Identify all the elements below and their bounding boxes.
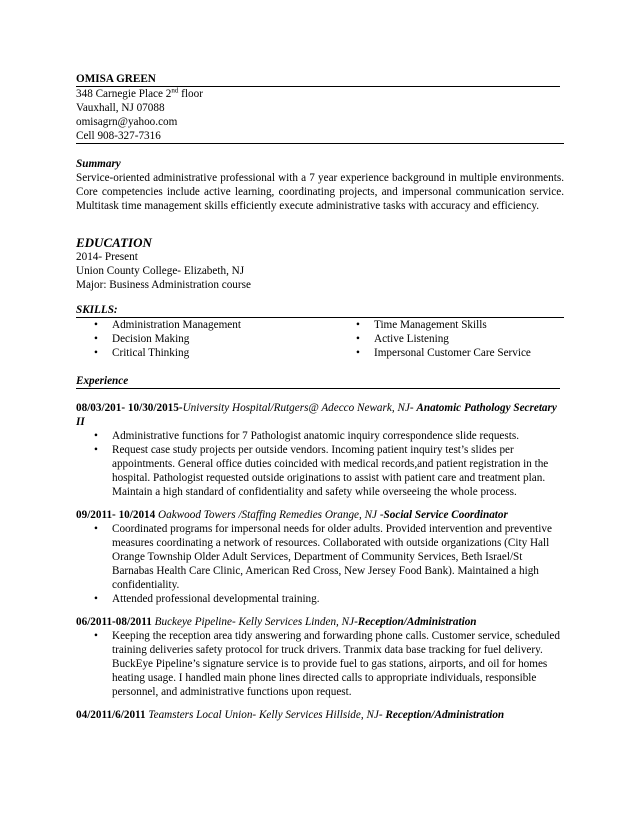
address-line-1: 348 Carnegie Place 2nd floor bbox=[76, 86, 203, 100]
job-duties-list bbox=[76, 429, 564, 499]
job-heading bbox=[76, 401, 564, 429]
job-dates: 08/03/201- 10/30/2015- bbox=[76, 402, 183, 414]
job-dates: 04/2011/6/2011 bbox=[76, 709, 149, 721]
job-entry bbox=[76, 708, 564, 722]
skill-item: • Administration Management bbox=[94, 319, 241, 331]
education-major: Major: Business Administration course bbox=[76, 279, 251, 291]
bullet-icon: • bbox=[356, 319, 360, 331]
job-entry bbox=[76, 508, 564, 606]
summary-heading: Summary bbox=[76, 158, 121, 170]
skills-section bbox=[76, 303, 564, 360]
job-heading bbox=[76, 708, 564, 722]
education-section bbox=[76, 235, 564, 292]
skills-heading: SKILLS: bbox=[76, 303, 564, 318]
summary-section bbox=[76, 157, 564, 213]
bullet-icon: • bbox=[94, 319, 98, 331]
job-employer: University Hospital/Rutgers@ Adecco Newark, NJ- bbox=[182, 402, 417, 414]
job-duty-item: • Keeping the reception area tidy answering and forwarding phone calls. Customer service, scheduled training deliveries safety protocol for truck drivers. Tranmix data base tracking for fuel delivery. BuckEye Pipeline’s signature service is to provide fuel to gas stations, airports, and oil for homes heating usage. I handled main phone lines directed calls to appropriate individuals, responsible personnel, and administrative functions upon request. bbox=[94, 630, 560, 698]
experience-heading: Experience bbox=[76, 374, 560, 389]
job-employer: Buckeye Pipeline- Kelly Services Linden, NJ- bbox=[154, 616, 358, 628]
email-address: omisagrn@yahoo.com bbox=[76, 116, 178, 128]
bullet-icon: • bbox=[94, 630, 98, 642]
job-role: Anatomic Pathology Secretary II bbox=[76, 402, 557, 428]
job-duty-item: • Attended professional developmental training. bbox=[94, 593, 320, 605]
bullet-icon: • bbox=[356, 347, 360, 359]
skill-item: • Decision Making bbox=[94, 333, 190, 345]
job-duties-list bbox=[76, 629, 564, 699]
job-duty-item: • Administrative functions for 7 Pathologist anatomic inquiry correspondence slide requests. bbox=[94, 430, 520, 442]
job-duties-list bbox=[76, 522, 564, 606]
job-employer: Teamsters Local Union- Kelly Services Hillside, NJ- bbox=[148, 709, 386, 721]
job-entry bbox=[76, 615, 564, 699]
job-heading bbox=[76, 508, 564, 522]
job-duty-item: • Request case study projects per outside vendors. Incoming patient inquiry test’s slides per appointments. General office duties coincided with medical records,and patient registration in the hospital. Pathologist requested outside originations to assist with patient care and treatment plan. Maintain a high standard of confidentiality and safety while overseeing the whole process. bbox=[94, 444, 549, 498]
bullet-icon: • bbox=[94, 430, 98, 442]
bullet-icon: • bbox=[94, 347, 98, 359]
header-block bbox=[76, 72, 564, 144]
skill-item: • Time Management Skills bbox=[356, 319, 487, 331]
skills-list-left bbox=[76, 318, 338, 360]
job-role: Social Service Coordinator bbox=[383, 509, 508, 521]
skills-grid bbox=[76, 318, 564, 360]
skills-list-right bbox=[338, 318, 564, 360]
summary-text: Service-oriented administrative professional with a 7 year experience background in multiple environments. Core competencies include active learning, coordinating projects, and impersonal communication service. Multitask time management skills efficiently execute administrative tasks with accuracy and efficiency. bbox=[76, 172, 564, 212]
phone-number: Cell 908-327-7316 bbox=[76, 129, 564, 144]
job-dates: 06/2011-08/2011 bbox=[76, 616, 155, 628]
job-role: Reception/Administration bbox=[357, 616, 477, 628]
education-school: Union County College- Elizabeth, NJ bbox=[76, 265, 245, 277]
experience-section bbox=[76, 374, 564, 722]
address-line-2: Vauxhall, NJ 07088 bbox=[76, 102, 165, 114]
bullet-icon: • bbox=[94, 444, 98, 456]
education-heading: EDUCATION bbox=[76, 235, 152, 250]
bullet-icon: • bbox=[356, 333, 360, 345]
experience-jobs bbox=[76, 401, 564, 722]
education-dates: 2014- Present bbox=[76, 251, 138, 263]
skill-item: • Impersonal Customer Care Service bbox=[356, 347, 531, 359]
job-heading bbox=[76, 615, 564, 629]
candidate-name: OMISA GREEN bbox=[76, 72, 560, 87]
job-role: Reception/Administration bbox=[385, 709, 505, 721]
bullet-icon: • bbox=[94, 593, 98, 605]
bullet-icon: • bbox=[94, 523, 98, 535]
job-duty-item: • Coordinated programs for impersonal needs for older adults. Provided intervention and preventive measures coordinating a network of resources. Collaborated with outside organizations (City Hall Orange Township Older Adult Services, Department of Community Services, Beth Israel/St Barnabas Health Care Clinic, American Red Cross, New Jersey Food Bank). Maintained a high confidentiality. bbox=[94, 523, 552, 591]
skill-item: • Active Listening bbox=[356, 333, 449, 345]
skill-item: • Critical Thinking bbox=[94, 347, 190, 359]
job-dates: 09/2011- 10/2014 bbox=[76, 509, 159, 521]
job-entry bbox=[76, 401, 564, 499]
bullet-icon: • bbox=[94, 333, 98, 345]
job-employer: Oakwood Towers /Staffing Remedies Orange, NJ - bbox=[158, 509, 384, 521]
